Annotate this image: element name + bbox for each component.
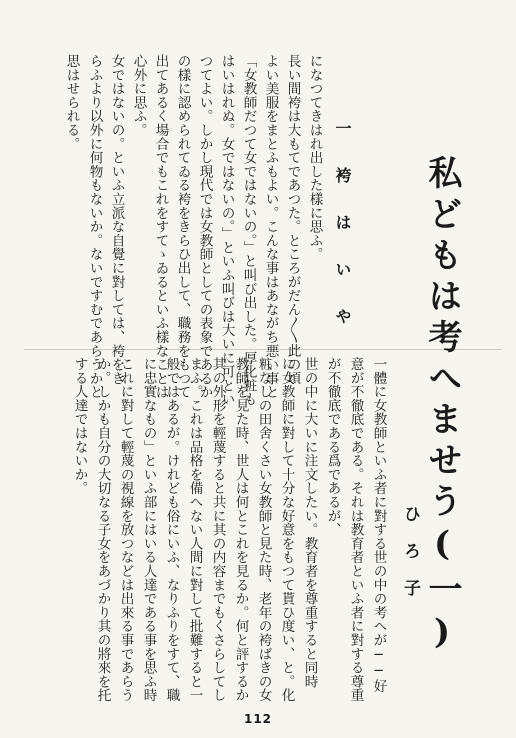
text-column: に女教師に對して十分な好意をもつて貰ひ度い、と。化 [278, 357, 295, 702]
text-column: 世の中に大いに注文したい。教育者を尊重すると同時 [301, 357, 318, 689]
text-column: が不徹底である爲であるが、 [324, 357, 341, 537]
text-column: か。しかも自分の大切なる子女をあづかり其の將來を托 [94, 357, 111, 702]
text-column: 長い間袴は大もてであつた。ところがだん〳〵此の頃 [284, 54, 301, 385]
text-column: 思はせられる。 [63, 54, 80, 151]
text-column: 意が不徹底である。それは教育者といふ者に對する尊重 [347, 357, 364, 702]
text-column: 出てあるく場合でもこれをすてゝゐるといふ樣なことは [152, 54, 169, 399]
text-column: する人達ではないか。 [71, 357, 88, 495]
text-column: 女ではないの。といふ立派な自覺に對しては、袴をき [108, 54, 125, 386]
text-column: 心外に思ふ。 [130, 54, 147, 137]
text-column: つてよい。しかし現代では女教師としての表象であるか [196, 54, 213, 399]
text-column: 粧なしの田舍くさい女教師と見た時、老年の袴ばきの女 [255, 357, 272, 702]
text-column: 教師を見た時、世人は何とこれを見るか。何と評するか [232, 357, 249, 702]
text-column: よい美服をまとふもよい。こんな事はあながち悪い事と [262, 54, 279, 399]
text-column: これに對して輕蔑の視線を放つなどは出來る事であらう [117, 357, 134, 702]
text-column: まふ。これは品格を備へない人間に對して批難すると一 [186, 357, 203, 702]
text-column: 其の外形を輕蔑すると共に其の内容までもくさらしてし [209, 357, 226, 702]
text-column: に忠實なもの」といふ部にはいる人達である事を思ふ時 [140, 357, 157, 702]
text-column: の樣に認められてゐる袴をきらひ出して、職務をもつて [174, 54, 191, 399]
text-column: はいはれぬ。女ではないの。」といふ叫びは大いに可とい [218, 54, 235, 406]
text-column: になつてきはれ出した樣に思ふ。 [306, 54, 323, 261]
text-column: 一體に女教師といふ者に對する世の中の考へが──好 [370, 357, 387, 693]
text-column: らふより以外に何物もないか。ないですむであらうかと [86, 54, 103, 399]
author-name: ひ ろ 子 [400, 505, 420, 596]
section-heading: 一 袴 は い や [333, 120, 352, 330]
article-title: 私どもは考へませう(一) [422, 155, 462, 659]
page-number: 112 [243, 712, 273, 726]
text-column: 般ではあるが。けれども俗にいふ、なりふりをすて、職 [163, 357, 180, 702]
text-column: 「女教師だつて女ではないの。」と叫び出した。厚化粧も [240, 54, 257, 406]
